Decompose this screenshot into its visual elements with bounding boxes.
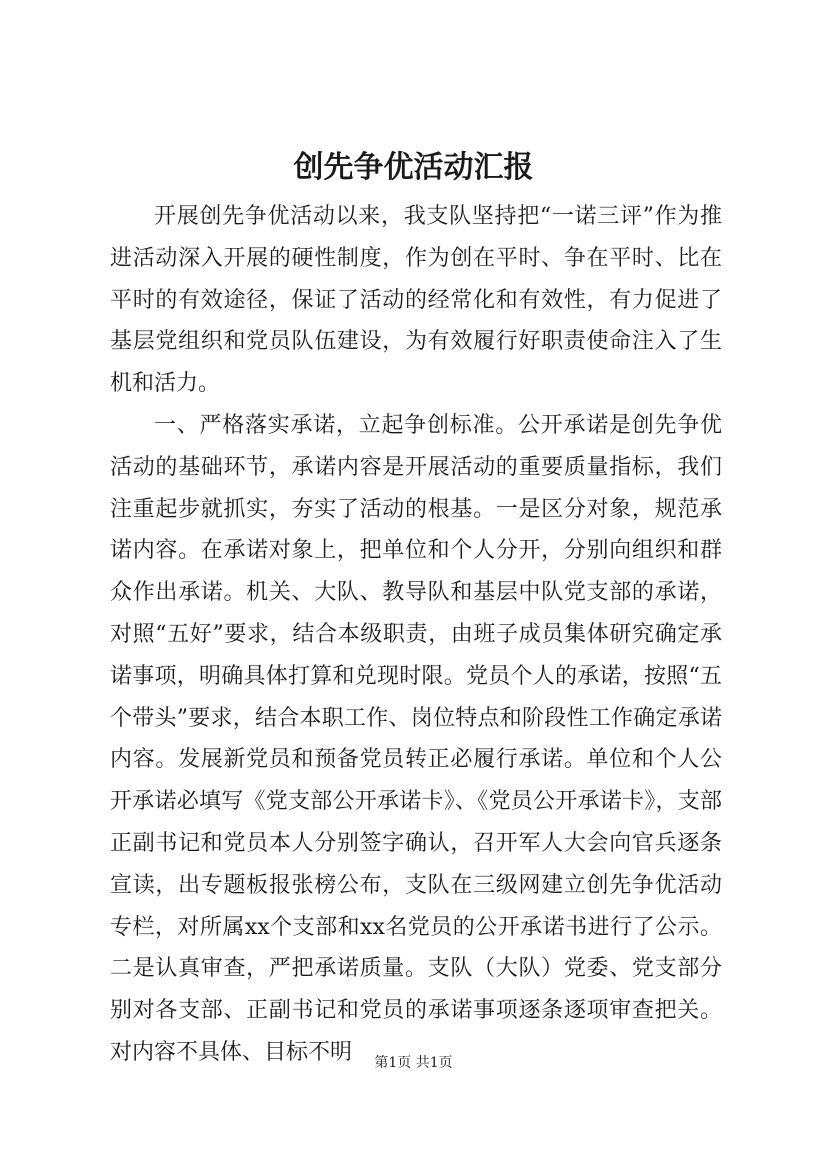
page-number-label: 第1页 共1页 — [374, 1055, 453, 1071]
page-footer — [0, 1053, 827, 1073]
paragraph-section-one: 一、严格落实承诺，立起争创标准。公开承诺是创先争优活动的基础环节，承诺内容是开展活动的重要质量指标，我们注重起步就抓实，夯实了活动的根基。一是区分对象，规范承诺内容。在承诺对象上，把单位和个人分开，分别向组织和群众作出承诺。机关、大队、教导队和基层中队党支部的承诺，对照“五好”要求，结合本级职责，由班子成员集体研究确定承诺事项，明确具体打算和兑现时限。党员个人的承诺，按照“五个带头”要求，结合本职工作、岗位特点和阶段性工作确定承诺内容。发展新党员和预备党员转正必履行承诺。单位和个人公开承诺必填写《党支部公开承诺卡》、《党员公开承诺卡》，支部正副书记和党员本人分别签字确认，召开军人大会向官兵逐条宣读，出专题板报张榜公布，支队在三级网建立创先争优活动专栏，对所属xx个支部和xx名党员的公开承诺书进行了公示。二是认真审查，严把承诺质量。支队（大队）党委、党支部分别对各支部、正副书记和党员的承诺事项逐条逐项审查把关。对内容不具体、目标不明 — [110, 412, 722, 1065]
document-title: 创先争优活动汇报 — [293, 150, 534, 185]
paragraph-intro: 开展创先争优活动以来，我支队坚持把“一诺三评”作为推进活动深入开展的硬性制度，作为创在平时、争在平时、比在平时的有效途径，保证了活动的经常化和有效性，有力促进了基层党组织和党员队伍建设，为有效履行好职责使命注入了生机和活力。 — [110, 204, 722, 397]
document-body — [110, 196, 722, 1074]
